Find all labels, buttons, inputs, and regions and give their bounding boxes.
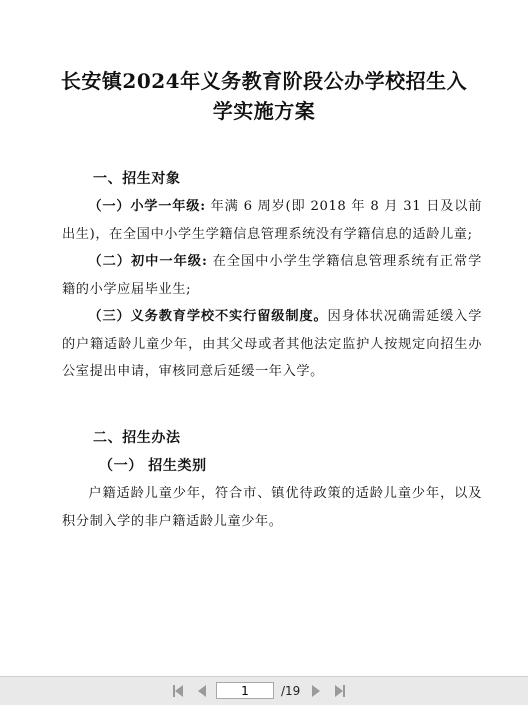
page-number-input[interactable] xyxy=(216,682,274,699)
next-page-button[interactable] xyxy=(308,683,324,699)
paragraph-text: 因身体状况确需延缓入学的户籍适龄儿童少年，由其父母或者其他法定监护人按规定向招生办公室提出申请，审核同意后延缓一年入学。 xyxy=(62,309,482,379)
previous-page-button[interactable] xyxy=(194,683,210,699)
title-line-1: 长安镇2024年义务教育阶段公办学校招生入 xyxy=(60,69,468,93)
pdf-navigation-toolbar xyxy=(0,676,528,705)
total-pages-label: /19 xyxy=(281,684,301,698)
paragraph-junior-grade-1 xyxy=(62,248,482,303)
paragraph-primary-grade-1 xyxy=(62,193,482,248)
paragraph-no-grade-repetition xyxy=(62,303,482,386)
section-1-body xyxy=(62,193,482,386)
paragraph-label: （一）小学一年级: xyxy=(88,199,206,214)
title-line-2: 学实施方案 xyxy=(212,99,316,123)
subsection-1-heading: （一） 招生类别 xyxy=(99,458,207,474)
last-page-button[interactable] xyxy=(332,683,348,699)
next-page-icon xyxy=(312,685,320,697)
first-page-button[interactable] xyxy=(170,683,186,699)
paragraph-text: 年满 6 周岁(即 2018 年 8 月 31 日及以前出生)，在全国中小学生学籍信息管理系统没有学籍信息的适龄儿童; xyxy=(62,199,482,242)
section-2-heading: 二、招生办法 xyxy=(93,430,181,446)
paragraph-enrollment-categories: 户籍适龄儿童少年，符合市、镇优待政策的适龄儿童少年，以及积分制入学的非户籍适龄儿童少年。 xyxy=(62,486,482,529)
section-1-heading: 一、招生对象 xyxy=(93,171,181,187)
paragraph-text: 在全国中小学生学籍信息管理系统有正常学籍的小学应届毕业生; xyxy=(62,254,482,297)
paragraph-label: （二）初中一年级: xyxy=(88,254,208,269)
previous-page-icon xyxy=(198,685,206,697)
document-title xyxy=(40,66,488,126)
last-page-icon xyxy=(335,685,343,697)
paragraph-label: （三）义务教育学校不实行留级制度。 xyxy=(88,309,328,324)
section-2-body xyxy=(62,480,482,535)
